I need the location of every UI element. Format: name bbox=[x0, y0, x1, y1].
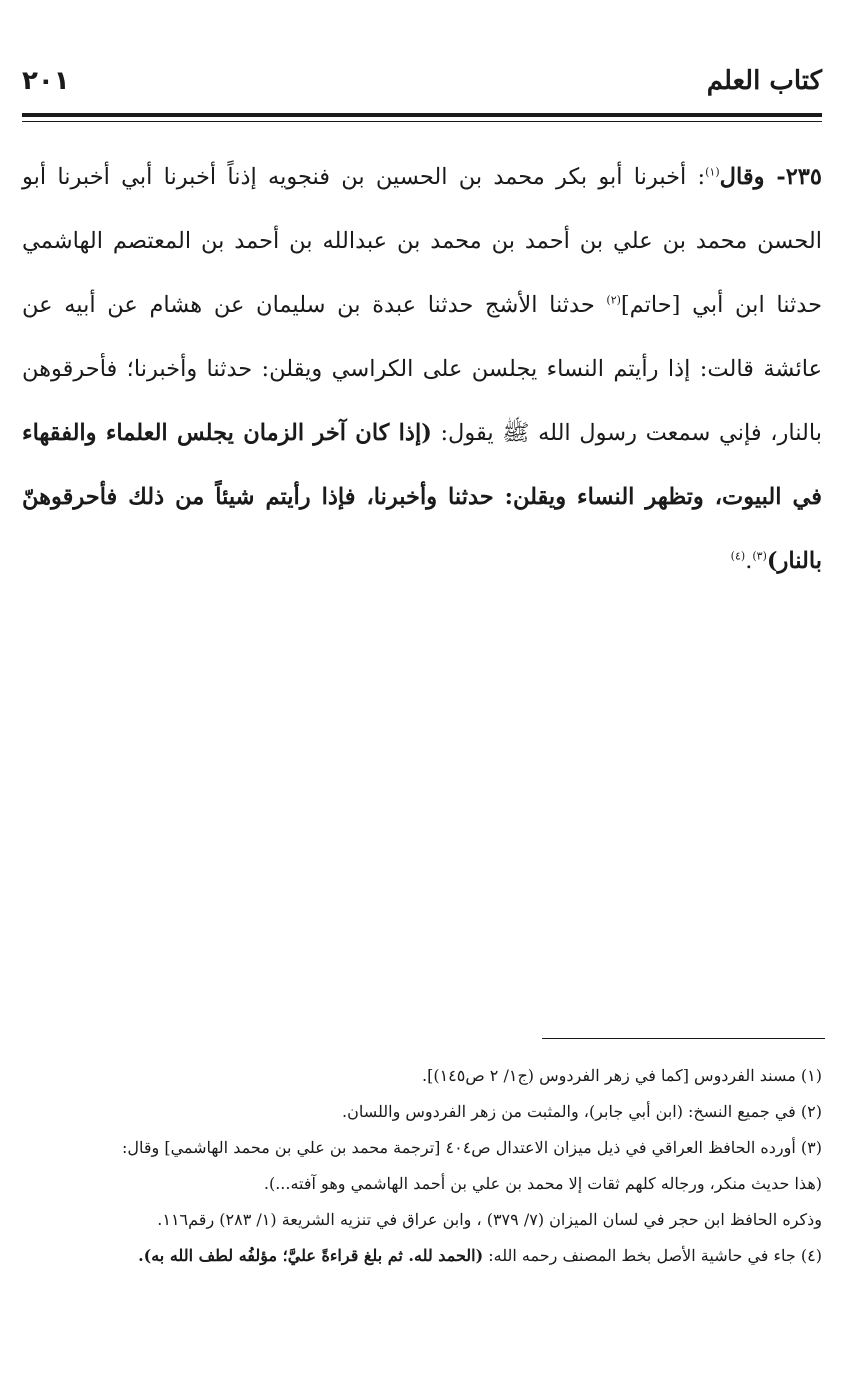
hadith-end: . bbox=[745, 548, 753, 574]
footnote-4-text: (٤) جاء في حاشية الأصل بخط المصنف رحمه الله: bbox=[483, 1246, 822, 1265]
hadith-chain: : أخبرنا أبو بكر محمد بن الحسين بن فنجويه إذناً أخبرنا أبي أخبرنا أبو الحسن محمد بن علي بن أحمد بن محمد بن عبدالله بن أحمد بن المعتصم الهاشمي حدثنا ابن أبي [حاتم] bbox=[22, 164, 822, 318]
hadith-narration: حدثنا الأشج حدثنا عبدة بن سليمان عن هشام عن أبيه عن عائشة قالت: إذا رأيتم النساء يجلسن على الكراسي ويقلن: حدثنا وأخبرنا؛ فأحرقوهن بالنار، فإني سمعت رسول الله ﷺ يقول: bbox=[22, 292, 822, 446]
footnote-1: (١) مسند الفردوس [كما في زهر الفردوس (ج١/ ٢ ص١٤٥)]. bbox=[421, 1066, 822, 1085]
header-rule-thin bbox=[22, 121, 822, 122]
footnote-ref-2: (٢) bbox=[606, 293, 621, 307]
footnotes bbox=[22, 1058, 822, 1274]
footnote-3-line-3: وذكره الحافظ ابن حجر في لسان الميزان (٧/ ٣٧٩) ، وابن عراق في تنزيه الشريعة (١/ ٢٨٣) رقم١١٦. bbox=[157, 1210, 822, 1229]
footnote-separator bbox=[542, 1038, 825, 1039]
footnote-ref-3: (٣) bbox=[752, 549, 767, 563]
hadith-intro: - وقال bbox=[719, 164, 786, 190]
header-rule-thick bbox=[22, 113, 822, 117]
page-header bbox=[22, 50, 822, 96]
footnote-4-quote: (الحمد لله. ثم بلغ قراءةً عليَّ؛ مؤلفُه لطف الله به). bbox=[138, 1246, 484, 1265]
footnote-ref-4: (٤) bbox=[730, 549, 746, 563]
footnote-4 bbox=[22, 1238, 822, 1274]
page-number: ٢٠١ bbox=[22, 66, 70, 96]
footnote-2: (٢) في جميع النسخ: (ابن أبي جابر)، والمثبت من زهر الفردوس واللسان. bbox=[341, 1102, 822, 1121]
footnote-ref-1: (١) bbox=[705, 165, 720, 179]
hadith-paragraph bbox=[22, 145, 822, 593]
footnote-3-line-1: (٣) أورده الحافظ العراقي في ذيل ميزان الاعتدال ص٤٠٤ [ترجمة محمد بن علي بن محمد الهاشمي] وقال: bbox=[121, 1138, 822, 1157]
prophetic-quote: (إذا كان آخر الزمان يجلس العلماء والفقهاء في البيوت، وتظهر النساء ويقلن: حدثنا وأخبرنا، فإذا رأيتم شيئاً من ذلك فأحرقوهنّ بالنار) bbox=[22, 420, 822, 574]
hadith-number: ٢٣٥ bbox=[785, 164, 822, 190]
footnote-3-line-2: (هذا حديث منكر، ورجاله كلهم ثقات إلا محمد بن علي بن أحمد الهاشمي وهو آفته...). bbox=[263, 1174, 822, 1193]
book-title: كتاب العلم bbox=[706, 66, 822, 96]
